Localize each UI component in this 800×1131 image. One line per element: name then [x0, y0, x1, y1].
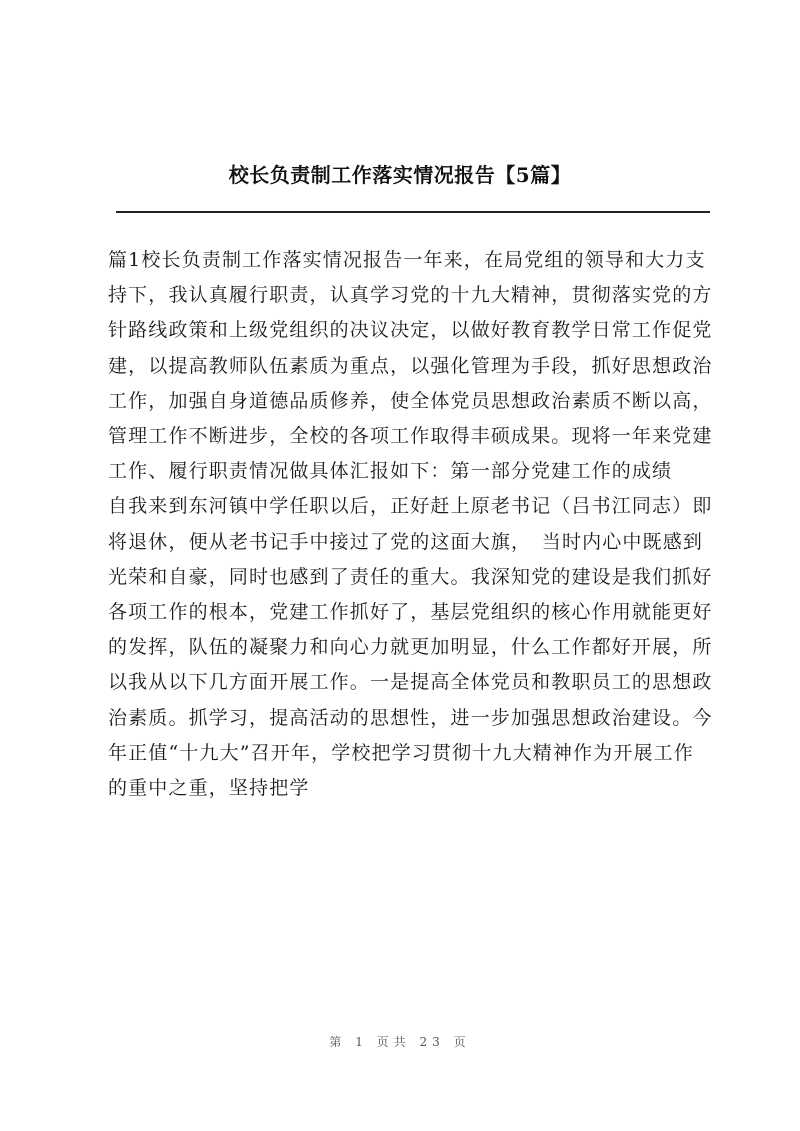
body-paragraph-1: 篇1校长负责制工作落实情况报告一年来，在局党组的领导和大力支持下，我认真履行职责，认真学习党的十九大精神，贯彻落实党的方针路线政策和上级党组织的决议决定，以做好教育教学日常工作促党建，以提高教师队伍素质为重点，以强化管理为手段，抓好思想政治工作，加强自身道德品质修养，使全体党员思想政治素质不断以高，管理工作不断进步，全校的各项工作取得丰硕成果。现将一年来党建工作、履行职责情况做具体汇报如下：第一部分党建工作的成绩: [108, 249, 713, 483]
document-body: [108, 243, 714, 806]
body-paragraph-2: 自我来到东河镇中学任职以后，正好赶上原老书记（吕书江同志）即将退休，便从老书记手中接过了党的这面大旗， 当时内心中既感到光荣和自豪，同时也感到了责任的重大。我深知党的建设是我们抓好各项工作的根本，党建工作抓好了，基层党组织的核心作用就能更好的发挥，队伍的凝聚力和向心力就更加明显，什么工作都好开展，所以我从以下几方面开展工作。一是提高全体党员和教职员工的思想政治素质。抓学习，提高活动的思想性，进一步加强思想政治建设。今年正值“十九大”召开年，学校把学习贯彻十九大精神作为开展工作的重中之重，坚持把学: [108, 495, 713, 800]
page-footer: 第 1 页共 23 页: [329, 1035, 471, 1049]
title-divider: [116, 211, 710, 213]
document-title: 校长负责制工作落实情况报告【5篇】: [228, 163, 572, 187]
